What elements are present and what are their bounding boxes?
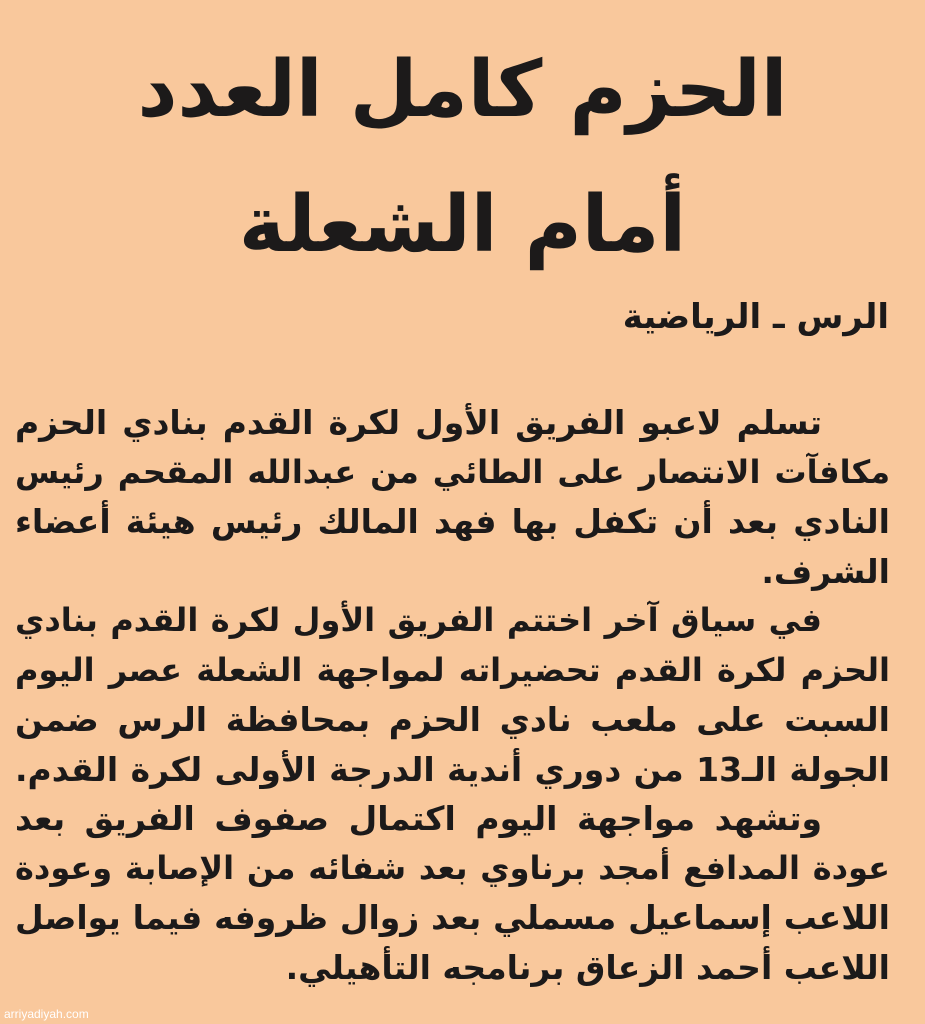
headline-line-1: الحزم كامل العدد	[137, 45, 788, 135]
paragraph-2	[15, 596, 890, 794]
text-line: اللاعب إسماعيل مسملي بعد زوال ظروفه فيما يواصل	[15, 898, 890, 937]
byline: الرس ـ الرياضية	[622, 297, 889, 337]
paragraph-3	[15, 794, 890, 992]
text-line: السبت على ملعب نادي الحزم بمحافظة الرس ضمن	[15, 700, 890, 739]
text-line: تسلم لاعبو الفريق الأول لكرة القدم بنادي الحزم	[15, 403, 822, 442]
paragraph-1	[15, 398, 890, 596]
text-line: وتشهد مواجهة اليوم اكتمال صفوف الفريق بعد	[15, 799, 822, 838]
text-line: الجولة الـ13 من دوري أندية الدرجة الأولى لكرة القدم.	[15, 749, 890, 789]
headline-line-2: أمام الشعلة	[238, 180, 687, 270]
text-line: عودة المدافع أمجد برناوي بعد شفائه من الإصابة وعودة	[15, 848, 890, 887]
article-body	[15, 398, 890, 992]
watermark: arriyadiyah.com	[4, 1007, 89, 1021]
text-line: اللاعب أحمد الزعاق برنامجه التأهيلي.	[285, 947, 890, 987]
text-line: الحزم لكرة القدم تحضيراته لمواجهة الشعلة عصر اليوم	[15, 650, 890, 689]
text-line: في سياق آخر اختتم الفريق الأول لكرة القدم بنادي	[15, 601, 822, 639]
text-line: مكافآت الانتصار على الطائي من عبدالله المقحم رئيس	[15, 452, 890, 491]
text-line: النادي بعد أن تكفل بها فهد المالك رئيس هيئة أعضاء	[15, 502, 890, 541]
text-line: الشرف.	[761, 551, 890, 591]
